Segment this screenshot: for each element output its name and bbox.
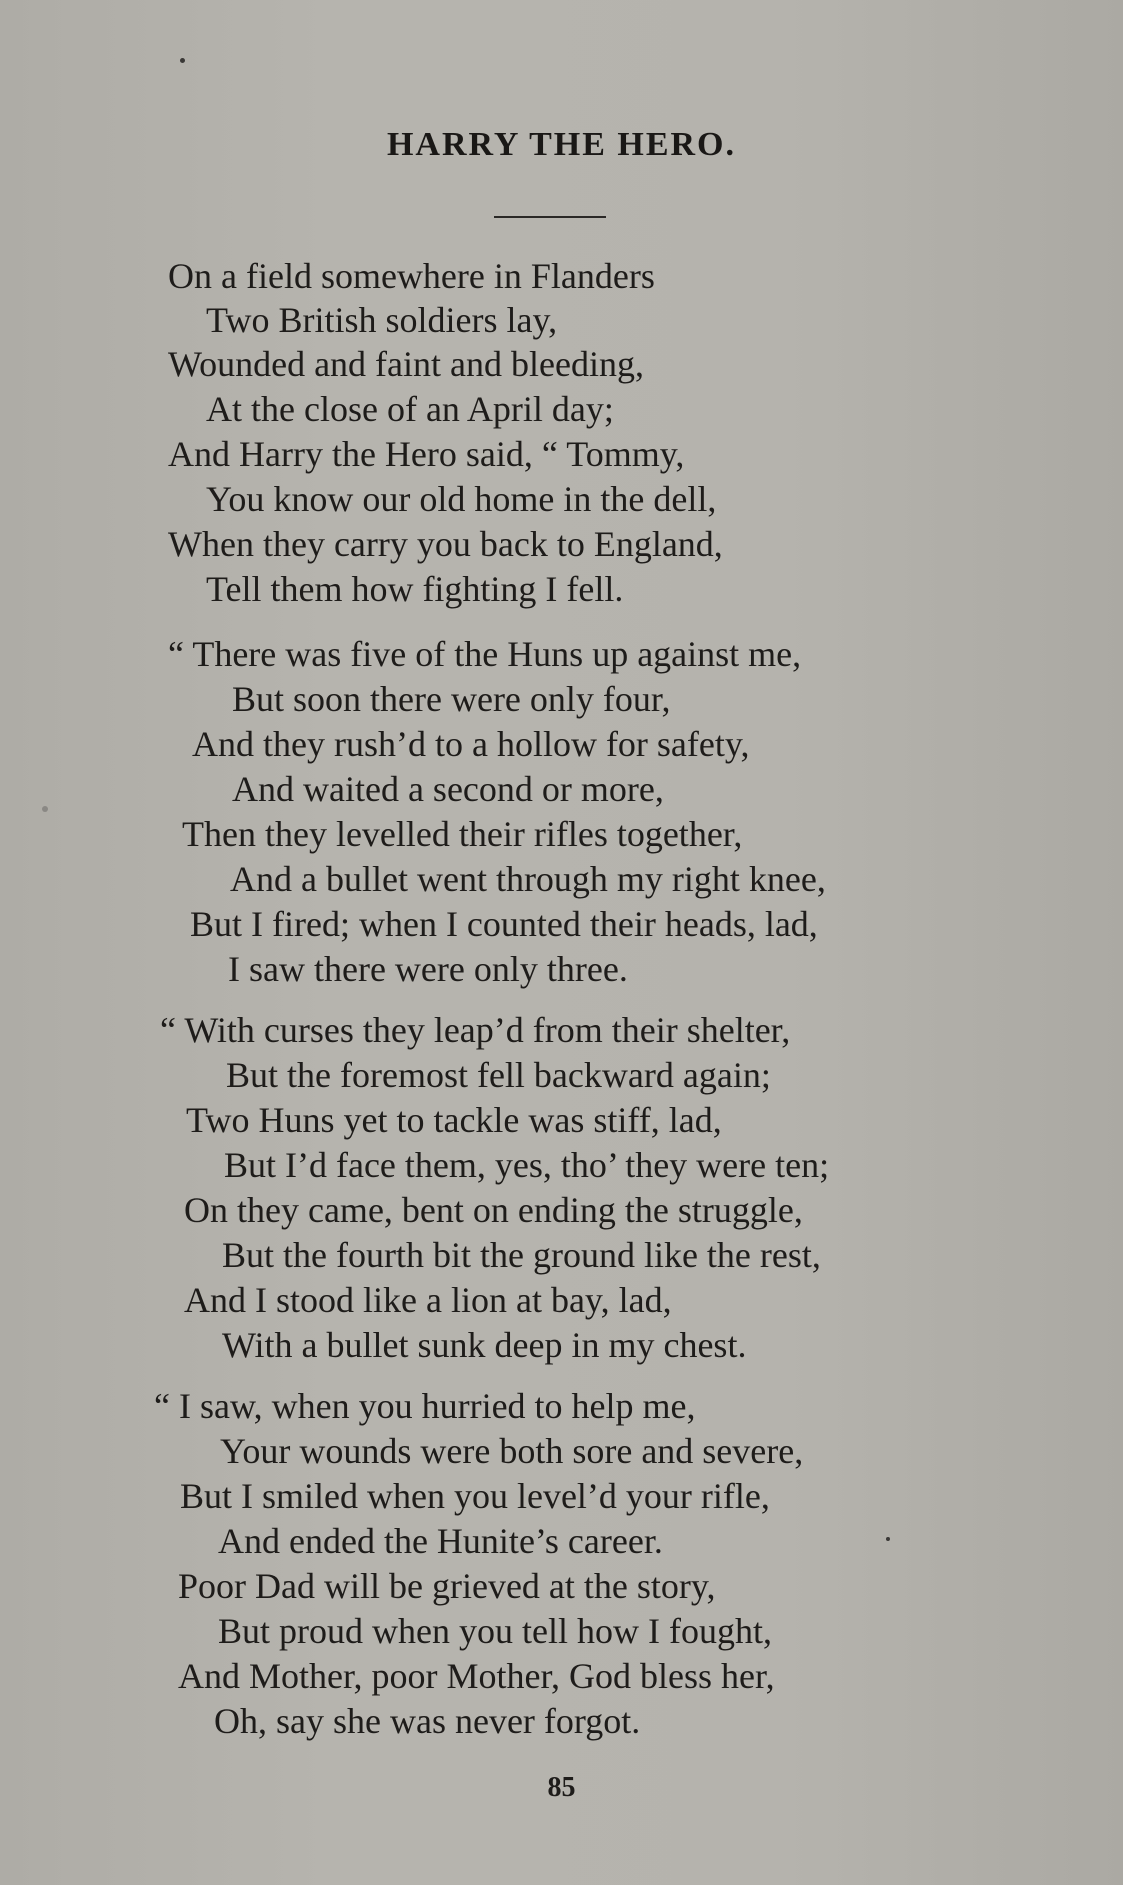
poem-line: “ I saw, when you hurried to help me, [154,1386,696,1426]
poem-line: Oh, say she was never forgot. [214,1701,641,1741]
poem-line: And Mother, poor Mother, God bless her, [178,1656,775,1696]
poem-line: Your wounds were both sore and severe, [220,1431,804,1471]
poem-line: You know our old home in the dell, [206,479,717,519]
poem-line: But proud when you tell how I fought, [218,1611,772,1651]
poem-title: HARRY THE HERO. [386,126,736,163]
poem-line: I saw there were only three. [228,949,628,989]
poem-line: At the close of an April day; [206,389,614,429]
poem-line: And ended the Hunite’s career. [218,1521,663,1561]
poem-line: And a bullet went through my right knee, [230,859,826,899]
page-number: 85 [547,1772,576,1803]
poem-line: And I stood like a lion at bay, lad, [184,1280,672,1320]
poem-line: Then they levelled their rifles together, [182,814,743,854]
poem-line: Tell them how fighting I fell. [206,569,624,609]
poem-line: Poor Dad will be grieved at the story, [178,1566,716,1606]
ink-speck [42,806,48,812]
poem-line: But I smiled when you level’d your rifle, [180,1476,770,1516]
ink-speck [886,1537,890,1541]
poem-line: With a bullet sunk deep in my chest. [222,1325,747,1365]
poem-line: And Harry the Hero said, “ Tommy, [168,434,685,474]
ink-speck [180,58,185,63]
poem-line: But the fourth bit the ground like the rest, [222,1235,821,1275]
poem-line: But I fired; when I counted their heads, lad, [190,904,818,944]
poem-line: But the foremost fell backward again; [226,1055,771,1095]
poem-line: On they came, bent on ending the struggle, [184,1190,803,1230]
poem-line: Two Huns yet to tackle was stiff, lad, [186,1100,722,1140]
poem-line: “ There was five of the Huns up against me, [168,634,802,674]
poem-line: On a field somewhere in Flanders [168,256,655,296]
poem-line: Wounded and faint and bleeding, [168,344,644,384]
poem-line: And they rush’d to a hollow for safety, [192,724,750,764]
poem-line: But I’d face them, yes, tho’ they were ten; [224,1145,830,1185]
poem-line: And waited a second or more, [232,769,664,809]
title-divider [494,216,606,218]
poem-line: “ With curses they leap’d from their shelter, [160,1010,791,1050]
poem-line: When they carry you back to England, [168,524,723,564]
poem-line: But soon there were only four, [232,679,671,719]
poem-line: Two British soldiers lay, [206,300,558,340]
